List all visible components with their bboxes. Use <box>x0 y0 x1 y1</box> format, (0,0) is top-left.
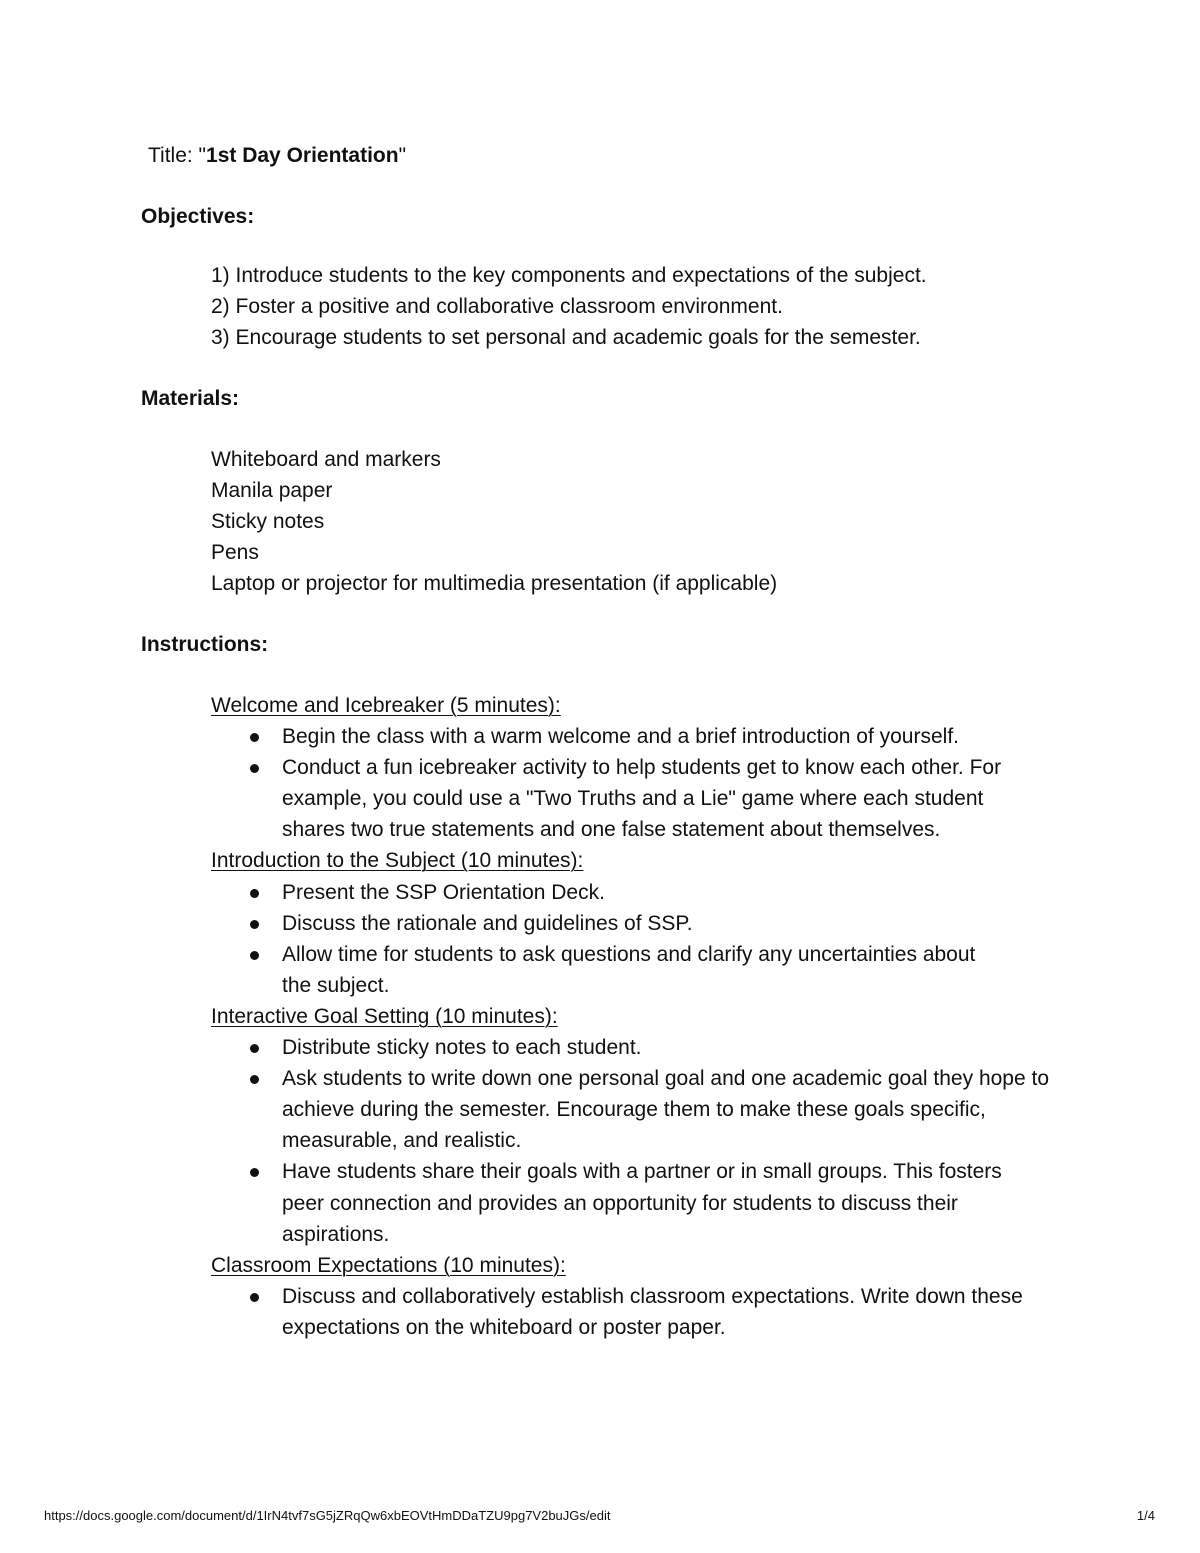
document-title <box>148 141 406 171</box>
objectives-list <box>211 260 927 353</box>
bullet-item <box>282 1156 1022 1249</box>
section-title-goal-setting: Interactive Goal Setting (10 minutes): <box>211 1004 558 1028</box>
bullet-item <box>282 1032 1091 1063</box>
bullet-item <box>282 1063 1062 1156</box>
bullet-dot-icon <box>250 951 259 960</box>
section-title-welcome: Welcome and Icebreaker (5 minutes): <box>211 694 561 717</box>
bullet-text: Allow time for students to ask questions and clarify any uncertainties about the subject. <box>282 942 976 997</box>
bullet-list-introduction <box>211 877 1091 1001</box>
title-suffix: " <box>398 144 407 167</box>
instructions-heading: Instructions: <box>141 633 269 656</box>
material-item: Laptop or projector for multimedia presentation (if applicable) <box>211 572 778 595</box>
bullet-text: Present the SSP Orientation Deck. <box>282 880 605 904</box>
instructions-body <box>211 690 1091 1343</box>
materials-list <box>211 444 777 599</box>
footer-page-number: 1/4 <box>1136 1508 1155 1523</box>
bullet-text: Distribute sticky notes to each student. <box>282 1036 642 1060</box>
bullet-list-goal-setting <box>211 1032 1091 1250</box>
bullet-text: Conduct a fun icebreaker activity to help students get to know each other. For example, you could use a "Two Truths and a Lie" game where each student shares two true statements and one false statement about themselves. <box>282 756 1002 842</box>
bullet-dot-icon <box>250 920 259 929</box>
material-item: Whiteboard and markers <box>211 448 441 471</box>
materials-heading: Materials: <box>141 387 240 410</box>
title-text: 1st Day Orientation <box>206 144 399 167</box>
bullet-text: Ask students to write down one personal goal and one academic goal they hope to achieve during the semester. Encourage them to make these goals specific, measurable, and realistic. <box>282 1067 1050 1153</box>
footer-url-link[interactable]: https://docs.google.com/document/d/1IrN4tvf7sG5jZRqQw6xbEOVtHmDDaTZU9pg7V2buJGs/edit <box>44 1508 611 1523</box>
bullet-list-expectations <box>211 1281 1091 1343</box>
material-item: Manila paper <box>211 479 333 502</box>
section-title-expectations: Classroom Expectations (10 minutes): <box>211 1253 566 1277</box>
material-item: Sticky notes <box>211 510 325 533</box>
section-title-introduction: Introduction to the Subject (10 minutes): <box>211 849 584 873</box>
bullet-dot-icon <box>250 764 259 773</box>
objective-item: 1) Introduce students to the key components and expectations of the subject. <box>211 264 927 287</box>
bullet-item <box>282 721 1091 752</box>
bullet-text: Have students share their goals with a partner or in small groups. This fosters peer connection and provides an opportunity for students to discuss their aspirations. <box>282 1160 1002 1246</box>
bullet-dot-icon <box>250 1293 259 1302</box>
bullet-list-welcome <box>211 721 1091 845</box>
objectives-heading: Objectives: <box>141 205 255 228</box>
bullet-item <box>282 752 1052 845</box>
bullet-dot-icon <box>250 1075 259 1084</box>
material-item: Pens <box>211 541 259 564</box>
bullet-item <box>282 877 1091 908</box>
bullet-item <box>282 939 997 1001</box>
bullet-item <box>282 908 1091 939</box>
bullet-dot-icon <box>250 1168 259 1177</box>
bullet-item <box>282 1281 1057 1343</box>
bullet-dot-icon <box>250 889 259 898</box>
objective-item: 2) Foster a positive and collaborative classroom environment. <box>211 295 783 318</box>
bullet-text: Begin the class with a warm welcome and a brief introduction of yourself. <box>282 725 959 749</box>
bullet-dot-icon <box>250 1044 259 1053</box>
objective-item: 3) Encourage students to set personal and academic goals for the semester. <box>211 326 921 349</box>
bullet-text: Discuss the rationale and guidelines of SSP. <box>282 911 693 935</box>
bullet-dot-icon <box>250 733 259 742</box>
title-prefix: Title: " <box>148 144 207 167</box>
bullet-text: Discuss and collaboratively establish classroom expectations. Write down these expectations on the whiteboard or poster paper. <box>282 1284 1023 1339</box>
